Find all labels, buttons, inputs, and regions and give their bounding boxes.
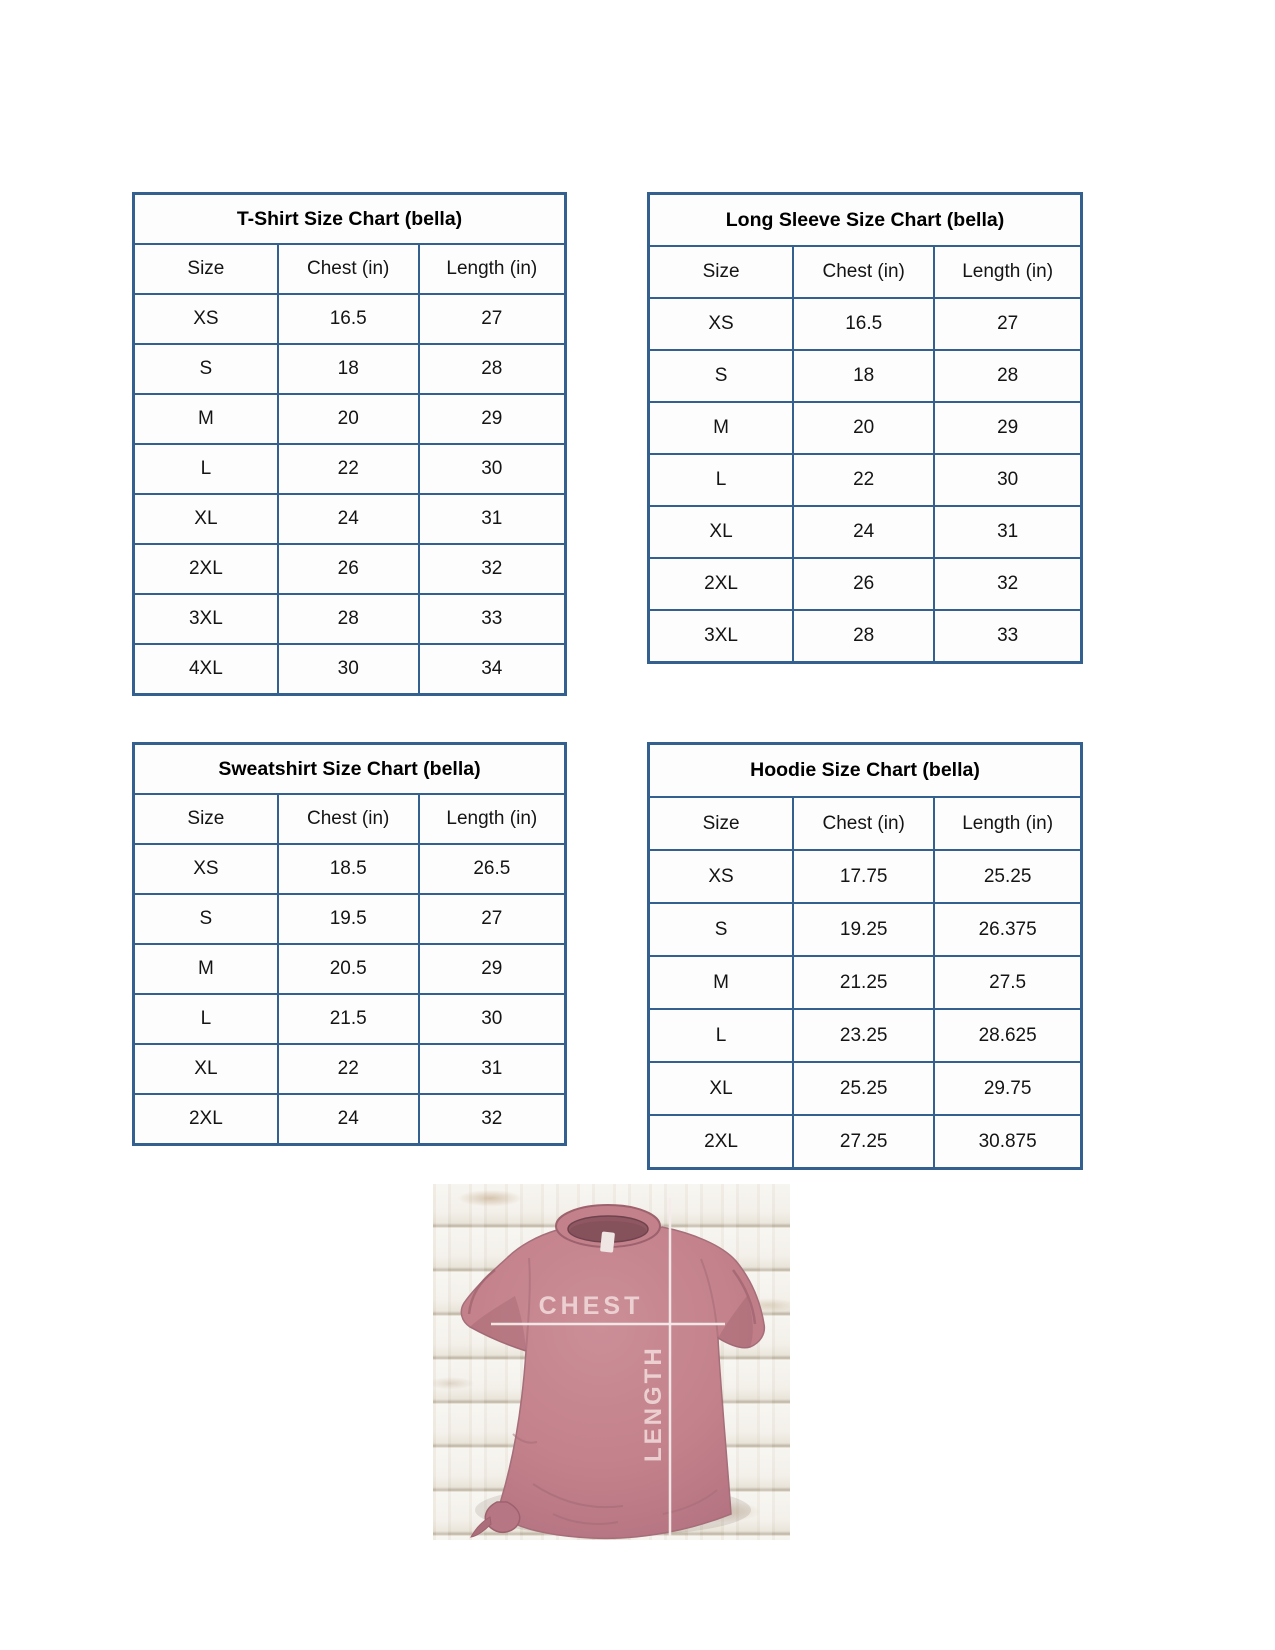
length-value-cell: 28.625 [934,1009,1081,1062]
chest-value-cell: 27.25 [793,1115,934,1169]
length-value-cell: 29 [934,402,1081,454]
length-value-cell: 29 [419,944,566,994]
size-cell: 2XL [649,1115,794,1169]
length-value-cell: 32 [419,544,566,594]
length-label: LENGTH [640,1345,667,1462]
table-row [134,494,566,544]
size-cell: 4XL [134,644,278,695]
column-header: Chest (in) [278,794,419,844]
column-header: Size [134,244,278,294]
size-cell: M [134,944,278,994]
chest-value-cell: 22 [278,444,419,494]
size-cell: XS [134,294,278,344]
size-cell: XS [649,850,794,903]
table-row [649,454,1082,506]
length-value-cell: 26.375 [934,903,1081,956]
length-value-cell: 28 [419,344,566,394]
column-header: Chest (in) [793,797,934,850]
size-cell: XL [134,494,278,544]
chest-value-cell: 18.5 [278,844,419,894]
length-value-cell: 27.5 [934,956,1081,1009]
table-row [649,1009,1082,1062]
size-cell: L [134,994,278,1044]
chest-value-cell: 26 [278,544,419,594]
size-cell: M [134,394,278,444]
table-row [649,850,1082,903]
chest-value-cell: 28 [278,594,419,644]
size-cell: M [649,402,794,454]
column-header: Length (in) [419,794,566,844]
length-value-cell: 29.75 [934,1062,1081,1115]
column-header: Length (in) [934,797,1081,850]
length-value-cell: 30 [934,454,1081,506]
size-cell: 3XL [649,610,794,663]
length-value-cell: 26.5 [419,844,566,894]
size-cell: 3XL [134,594,278,644]
size-cell: S [134,894,278,944]
table-title-row [134,744,566,795]
length-value-cell: 29 [419,394,566,444]
table-row [134,544,566,594]
length-value-cell: 28 [934,350,1081,402]
table-row [649,1115,1082,1169]
chest-value-cell: 17.75 [793,850,934,903]
table-row [134,394,566,444]
neck-tag [600,1231,615,1252]
tshirt-graphic [433,1184,790,1540]
chest-value-cell: 24 [793,506,934,558]
size-cell: L [649,1009,794,1062]
table-row [134,594,566,644]
table-row [649,506,1082,558]
table-row [649,903,1082,956]
length-value-cell: 30 [419,444,566,494]
shirt-silhouette [461,1227,764,1538]
size-cell: XS [649,298,794,350]
length-value-cell: 30.875 [934,1115,1081,1169]
table-header-row [134,794,566,844]
tshirt-measurement-photo [433,1184,790,1540]
chest-value-cell: 22 [793,454,934,506]
chest-value-cell: 28 [793,610,934,663]
size-cell: L [649,454,794,506]
table-row [649,558,1082,610]
length-value-cell: 27 [419,294,566,344]
table-row [134,644,566,695]
chest-value-cell: 20 [793,402,934,454]
table-header-row [649,797,1082,850]
size-cell: S [649,350,794,402]
length-value-cell: 32 [419,1094,566,1145]
chest-value-cell: 24 [278,494,419,544]
column-header: Chest (in) [278,244,419,294]
length-value-cell: 25.25 [934,850,1081,903]
table-row [649,402,1082,454]
table-header-row [134,244,566,294]
chest-value-cell: 20 [278,394,419,444]
chest-value-cell: 19.25 [793,903,934,956]
chest-value-cell: 18 [278,344,419,394]
column-header: Size [134,794,278,844]
table-header-row [649,246,1082,298]
column-header: Size [649,246,794,298]
size-cell: S [134,344,278,394]
size-cell: XS [134,844,278,894]
table-row [134,844,566,894]
chest-value-cell: 18 [793,350,934,402]
column-header: Chest (in) [793,246,934,298]
chest-value-cell: 25.25 [793,1062,934,1115]
long-sleeve-size-table [647,192,1083,664]
length-value-cell: 34 [419,644,566,695]
table-row [134,944,566,994]
size-cell: XL [649,1062,794,1115]
hoodie-size-table [647,742,1083,1170]
length-value-cell: 27 [934,298,1081,350]
length-value-cell: 31 [934,506,1081,558]
table-title: T-Shirt Size Chart (bella) [134,194,566,245]
size-cell: 2XL [134,1094,278,1145]
column-header: Length (in) [419,244,566,294]
table-row [134,994,566,1044]
chest-value-cell: 21.25 [793,956,934,1009]
table-row [134,894,566,944]
table-title: Long Sleeve Size Chart (bella) [649,194,1082,247]
size-cell: XL [649,506,794,558]
table-row [134,1094,566,1145]
table-row [649,1062,1082,1115]
table-row [134,1044,566,1094]
table-row [649,610,1082,663]
table-row [649,956,1082,1009]
length-value-cell: 30 [419,994,566,1044]
length-value-cell: 33 [419,594,566,644]
chest-value-cell: 19.5 [278,894,419,944]
length-value-cell: 31 [419,1044,566,1094]
hem-knot-tail [471,1517,491,1537]
size-cell: XL [134,1044,278,1094]
chest-value-cell: 23.25 [793,1009,934,1062]
chest-value-cell: 16.5 [278,294,419,344]
chest-label: CHEST [538,1292,644,1320]
chest-value-cell: 22 [278,1044,419,1094]
chest-value-cell: 26 [793,558,934,610]
table-row [134,294,566,344]
column-header: Length (in) [934,246,1081,298]
table-row [134,444,566,494]
size-cell: 2XL [134,544,278,594]
table-title-row [649,194,1082,247]
size-cell: S [649,903,794,956]
table-row [649,298,1082,350]
chest-value-cell: 24 [278,1094,419,1145]
length-value-cell: 27 [419,894,566,944]
chest-value-cell: 21.5 [278,994,419,1044]
table-title-row [649,744,1082,798]
table-title: Hoodie Size Chart (bella) [649,744,1082,798]
size-cell: 2XL [649,558,794,610]
table-row [134,344,566,394]
sweatshirt-size-table [132,742,567,1146]
table-row [649,350,1082,402]
tshirt-size-table [132,192,567,696]
column-header: Size [649,797,794,850]
chest-value-cell: 16.5 [793,298,934,350]
chest-value-cell: 20.5 [278,944,419,994]
table-title: Sweatshirt Size Chart (bella) [134,744,566,795]
table-title-row [134,194,566,245]
chest-value-cell: 30 [278,644,419,695]
size-cell: L [134,444,278,494]
length-value-cell: 32 [934,558,1081,610]
length-value-cell: 33 [934,610,1081,663]
size-cell: M [649,956,794,1009]
length-value-cell: 31 [419,494,566,544]
